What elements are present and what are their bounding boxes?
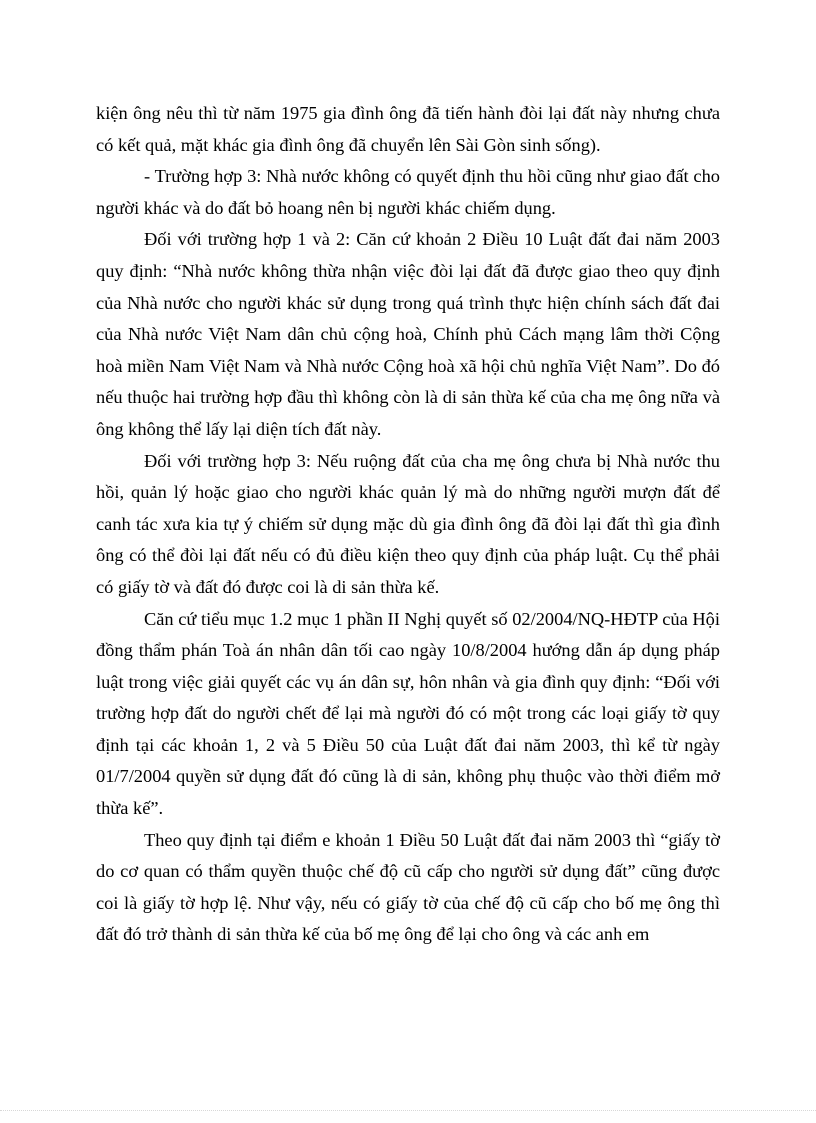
document-body [96,98,720,951]
paragraph-case-3-analysis: Đối với trường hợp 3: Nếu ruộng đất của cha mẹ ông chưa bị Nhà nước thu hồi, quản lý hoặc giao cho người khác quản lý mà do những người mượn đất để canh tác xưa kia tự ý chiếm sử dụng mặc dù gia đình ông đã đòi lại đất thì gia đình ông có thể đòi lại đất nếu có đủ điều kiện theo quy định của pháp luật. Cụ thể phải có giấy tờ và đất đó được coi là di sản thừa kế. [96,450,720,597]
paragraph-resolution-citation: Căn cứ tiểu mục 1.2 mục 1 phần II Nghị quyết số 02/2004/NQ-HĐTP của Hội đồng thẩm phán Toà án nhân dân tối cao ngày 10/8/2004 hướng dẫn áp dụng pháp luật trong việc giải quyết các vụ án dân sự, hôn nhân và gia đình quy định: “Đối với trường hợp đất do người chết để lại mà người đó có một trong các loại giấy tờ quy định tại các khoản 1, 2 và 5 Điều 50 của Luật đất đai năm 2003, thì kể từ ngày 01/7/2004 quyền sử dụng đất đó cũng là di sản, không phụ thuộc vào thời điểm mở thừa kế”. [96,608,720,819]
page-bottom-divider [0,1110,816,1111]
paragraph-cases-1-2: Đối với trường hợp 1 và 2: Căn cứ khoản 2 Điều 10 Luật đất đai năm 2003 quy định: “Nhà nước không thừa nhận việc đòi lại đất đã được giao theo quy định của Nhà nước cho người khác sử dụng trong quá trình thực hiện chính sách đất đai của Nhà nước Việt Nam dân chủ cộng hoà, Chính phủ Cách mạng lâm thời Cộng hoà miền Nam Việt Nam và Nhà nước Cộng hoà xã hội chủ nghĩa Việt Nam”. Do đó nếu thuộc hai trường hợp đầu thì không còn là di sản thừa kế của cha mẹ ông nữa và ông không thể lấy lại diện tích đất này. [96,229,720,439]
paragraph-article-50: Theo quy định tại điểm e khoản 1 Điều 50 Luật đất đai năm 2003 thì “giấy tờ do cơ quan có thẩm quyền thuộc chế độ cũ cấp cho người sử dụng đất” cũng được coi là giấy tờ hợp lệ. Như vậy, nếu có giấy tờ của chế độ cũ cấp cho bố mẹ ông thì đất đó trở thành di sản thừa kế của bố mẹ ông để lại cho ông và các anh em [96,829,720,945]
paragraph-case-3: - Trường hợp 3: Nhà nước không có quyết định thu hồi cũng như giao đất cho người khác và do đất bỏ hoang nên bị người khác chiếm dụng. [96,166,720,218]
paragraph-continuation: kiện ông nêu thì từ năm 1975 gia đình ông đã tiến hành đòi lại đất này nhưng chưa có kết quả, mặt khác gia đình ông đã chuyển lên Sài Gòn sinh sống). [96,103,720,155]
